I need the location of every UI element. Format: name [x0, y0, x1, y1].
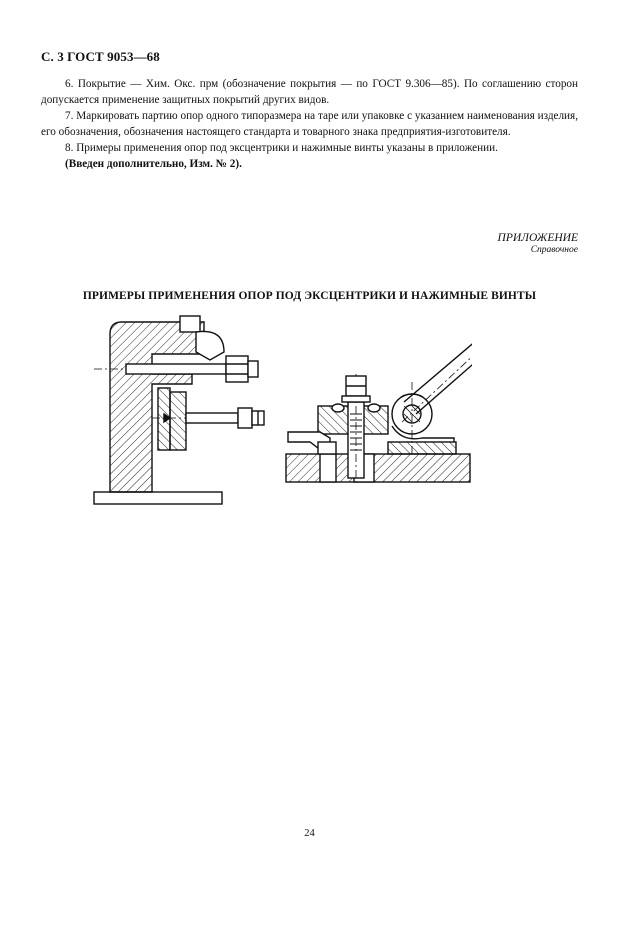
paragraph-item-7: 7. Маркировать партию опор одного типоразмера на таре или упаковке с указанием наименования изделия, его обозначения, обозначения настоящего стандарта и товарного знака предприятия-изготовителя. — [41, 110, 578, 138]
upper-screw — [126, 364, 226, 374]
upper-nut — [226, 356, 248, 382]
appendix-label-block — [498, 232, 578, 255]
page-header: С. 3 ГОСТ 9053—68 — [41, 49, 160, 64]
paragraph-item-6: 6. Покрытие — Хим. Окс. прм (обозначение покрытия — по ГОСТ 9.306—85). По соглашению сторон допускается применение защитных покрытий других видов. — [41, 78, 578, 106]
page-number: 24 — [304, 828, 315, 839]
appendix-label: ПРИЛОЖЕНИЕ — [497, 232, 578, 244]
lower-screw — [186, 413, 238, 423]
amendment-note: (Введен дополнительно, Изм. № 2). — [65, 158, 242, 170]
appendix-sublabel: Справочное — [530, 245, 578, 255]
paragraph-item-8: 8. Примеры применения опор под эксцентрики и нажимные винты указаны в приложении. — [65, 142, 498, 154]
stud-washer — [342, 396, 370, 402]
left-base-plate — [94, 492, 222, 504]
clamp-jaw — [170, 392, 186, 450]
lower-nut — [238, 408, 252, 428]
left-assembly — [94, 316, 264, 504]
right-support — [388, 442, 456, 454]
right-assembly — [286, 329, 472, 482]
top-block — [180, 316, 200, 332]
technical-drawing — [92, 314, 472, 510]
right-base-plate — [286, 454, 470, 482]
section-title: ПРИМЕРЫ ПРИМЕНЕНИЯ ОПОР ПОД ЭКСЦЕНТРИКИ И НАЖИМНЫЕ ВИНТЫ — [82, 290, 537, 302]
left-vertical-body — [110, 322, 204, 492]
body-text — [41, 76, 578, 172]
